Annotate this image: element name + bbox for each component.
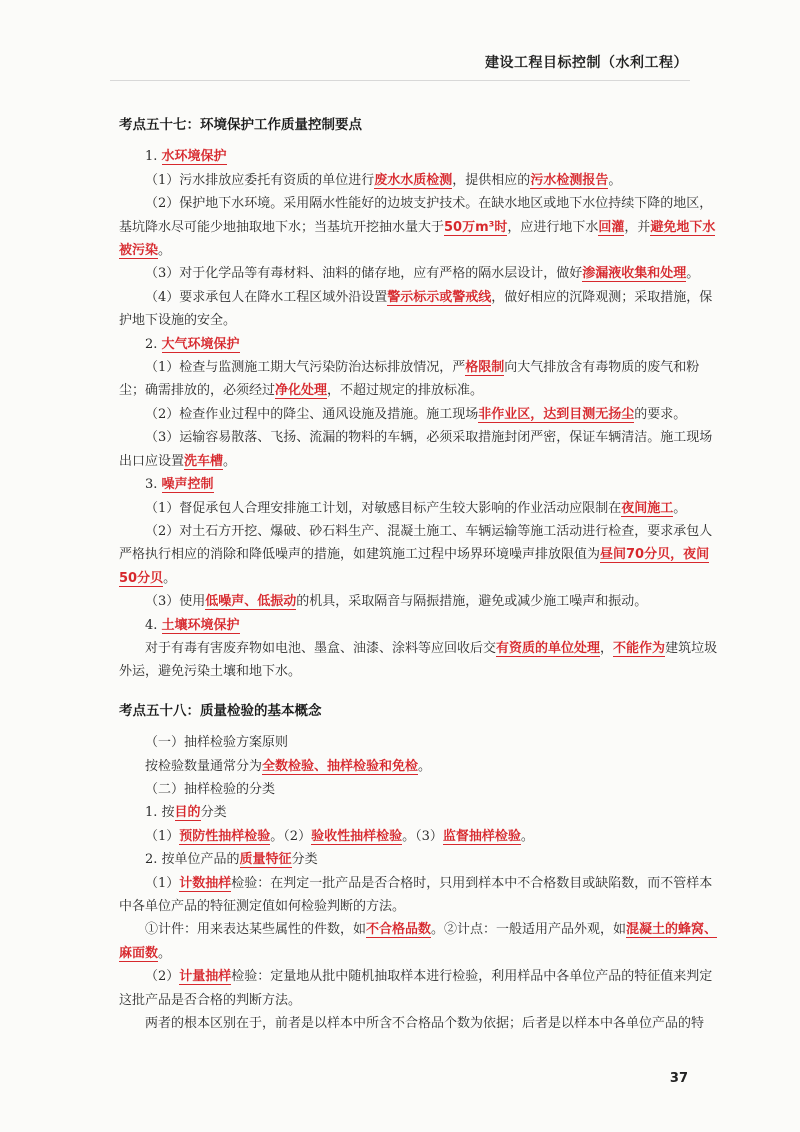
page-content (119, 112, 719, 1035)
text: 2. 按单位产品的 (145, 852, 240, 868)
text: 。 (158, 945, 172, 961)
text: 。 (608, 172, 622, 188)
text: 向大气排放含有毒物质的废气和粉尘；确需排放的，必须经过 (119, 360, 700, 399)
section-gap (119, 684, 719, 698)
text: （4）要求承包人在降水工程区域外沿设置 (145, 289, 388, 305)
text: 检验：在判定一批产品是否合格时，只用到样本中不合格数目或缺陷数，而不管样本中各单位产品的特征测定值如何检验判断的方法。 (119, 875, 713, 914)
paragraph (119, 848, 719, 871)
paragraph (119, 965, 719, 1012)
text: 的要求。 (634, 406, 687, 422)
text: ， (600, 640, 614, 656)
highlight: 验收性抽样检验 (311, 828, 403, 844)
text: （1） (145, 875, 180, 891)
highlight: 计数抽样 (179, 875, 232, 891)
subheading-number: 2. (145, 336, 158, 352)
highlight: 目的 (174, 805, 201, 821)
paragraph (119, 286, 719, 333)
paragraph (119, 192, 719, 262)
running-header: 建设工程目标控制（水利工程） (485, 55, 688, 71)
section-title-57: 考点五十七：环境保护工作质量控制要点 (119, 117, 362, 133)
highlight: 废水水质检测 (374, 172, 453, 188)
text: （2）保护地下水环境。采用隔水性能好的边坡支护技术。在缺水地区或地下水位持续下降的地区，基坑降水尽可能少地抽取地下水；当基坑开挖抽水量大于 (119, 196, 713, 235)
subheading-number: 1. (145, 149, 158, 165)
text: 按检验数量通常分为 (145, 758, 263, 774)
highlight: 净化处理 (275, 383, 328, 399)
subheading-label: 噪声控制 (161, 477, 214, 493)
paragraph (119, 872, 719, 919)
text: （2）检查作业过程中的降尘、通风设施及措施。施工现场 (145, 406, 479, 422)
text: 。 (520, 828, 534, 844)
highlight: 格限制 (465, 360, 505, 376)
text: ，并 (624, 219, 651, 235)
highlight: 回灌 (598, 219, 625, 235)
text: 分类 (200, 805, 227, 821)
paragraph (119, 918, 719, 965)
text: 建筑垃圾外运，避免污染土壤和地下水。 (119, 640, 718, 680)
text: ，不超过规定的排放标准。 (327, 383, 484, 399)
text: 。 (163, 570, 177, 586)
text: ①计件：用来表达某些属性的件数，如 (145, 922, 367, 938)
text: （2）对土石方开挖、爆破、砂石料生产、混凝土施工、车辆运输等施工活动进行检查，要求承包人严格执行相应的消除和降低噪声的措施，如建筑施工过程中场界环境噪声排放限值为 (119, 523, 713, 563)
text: 。 (158, 243, 172, 259)
paragraph (119, 169, 719, 192)
text: 对于有毒有害废弃物如电池、墨盒、油漆、涂料等应回收后交 (145, 640, 497, 656)
text: 。 (686, 266, 700, 282)
subheading-noise (119, 473, 719, 496)
highlight: 全数检验、抽样检验和免检 (262, 758, 419, 774)
highlight: 低噪声、低振动 (205, 594, 297, 610)
highlight: 夜间施工 (621, 500, 674, 516)
highlight: 不能作为 (613, 640, 666, 656)
text: （3）对于化学品等有毒材料、油料的储存地，应有严格的隔水层设计，做好 (145, 266, 583, 282)
text: （1） (145, 828, 180, 844)
paragraph (119, 426, 719, 473)
text: （1）检查与监测施工期大气污染防治达标排放情况，严 (145, 360, 466, 376)
highlight: 洗车槽 (184, 453, 224, 469)
subheading-label: 大气环境保护 (161, 336, 240, 352)
text: （1）督促承包人合理安排施工计划，对敏感目标产生较大影响的作业活动应限制在 (145, 500, 622, 516)
paragraph (119, 262, 719, 285)
text: 分类 (291, 852, 318, 868)
highlight: 有资质的单位处理 (496, 640, 601, 656)
highlight: 质量特征 (239, 852, 292, 868)
paragraph (119, 520, 719, 590)
highlight: 不合格品数 (366, 922, 432, 938)
text: 1. 按 (145, 805, 175, 821)
page-number: 37 (669, 1071, 688, 1086)
paragraph (119, 825, 719, 848)
paragraph (119, 755, 719, 778)
paragraph (119, 590, 719, 613)
subheading-label: 水环境保护 (161, 149, 227, 165)
subheading-number: 4. (145, 617, 158, 633)
subheading-label: 土壤环境保护 (161, 617, 240, 633)
text: 。 (223, 453, 237, 469)
paragraph (119, 637, 719, 684)
text: （3）运输容易散落、飞扬、流漏的物料的车辆，必须采取措施封闭严密，保证车辆清洁。施工现场出口应设置 (119, 430, 713, 469)
highlight: 渗漏液收集和处理 (582, 266, 687, 282)
highlight: 昼间70分贝，夜间50分贝 (119, 547, 710, 586)
text: （2） (145, 969, 180, 985)
subheading-air (119, 333, 719, 356)
text: 检验：定量地从批中随机抽取样本进行检验，利用样品中各单位产品的特征值来判定这批产品是否合格的判断方法。 (119, 969, 713, 1008)
text: 。②计点：一般适用产品外观，如 (431, 922, 627, 938)
highlight: 避免地下水被污染 (119, 219, 716, 259)
highlight: 50万m³时 (444, 219, 508, 235)
highlight: 警示标示或警戒线 (387, 289, 492, 305)
subheading-water (119, 145, 719, 168)
paragraph (119, 403, 719, 426)
text: 。 (418, 758, 432, 774)
paragraph (119, 497, 719, 520)
subheading-number: 3. (145, 477, 158, 493)
subheading-sampling-principle: （一）抽样检验方案原则 (145, 735, 289, 751)
highlight: 非作业区，达到目测无扬尘 (478, 406, 635, 422)
text: （3）使用 (145, 594, 206, 610)
text: 的机具，采取隔音与隔振措施，避免或减少施工噪声和振动。 (296, 594, 648, 610)
paragraph (119, 1012, 719, 1035)
highlight: 计量抽样 (179, 969, 232, 985)
paragraph (119, 356, 719, 403)
text: ，做好相应的沉降观测；采取措施，保护地下设施的安全。 (119, 289, 713, 329)
text: 。（2） (270, 828, 312, 844)
text: （1）污水排放应委托有资质的单位进行 (145, 172, 375, 188)
text: 。 (673, 500, 687, 516)
paragraph (119, 801, 719, 824)
highlight: 监督抽样检验 (442, 828, 521, 844)
section-title-58: 考点五十八：质量检验的基本概念 (119, 702, 322, 719)
highlight: 预防性抽样检验 (179, 828, 271, 844)
text: ，提供相应的 (452, 172, 531, 188)
text: 。（3） (402, 828, 443, 844)
subheading-sampling-classification: （二）抽样检验的分类 (145, 781, 276, 797)
header-divider (110, 80, 690, 81)
text: ，应进行地下水 (507, 219, 599, 235)
text: 两者的根本区别在于，前者是以样本中所含不合格品个数为依据；后者是以样本中各单位产品的特 (145, 1016, 705, 1032)
subheading-soil (119, 614, 719, 637)
highlight: 污水检测报告 (530, 172, 609, 188)
highlight: 混凝土的蜂窝、麻面数 (119, 922, 718, 961)
